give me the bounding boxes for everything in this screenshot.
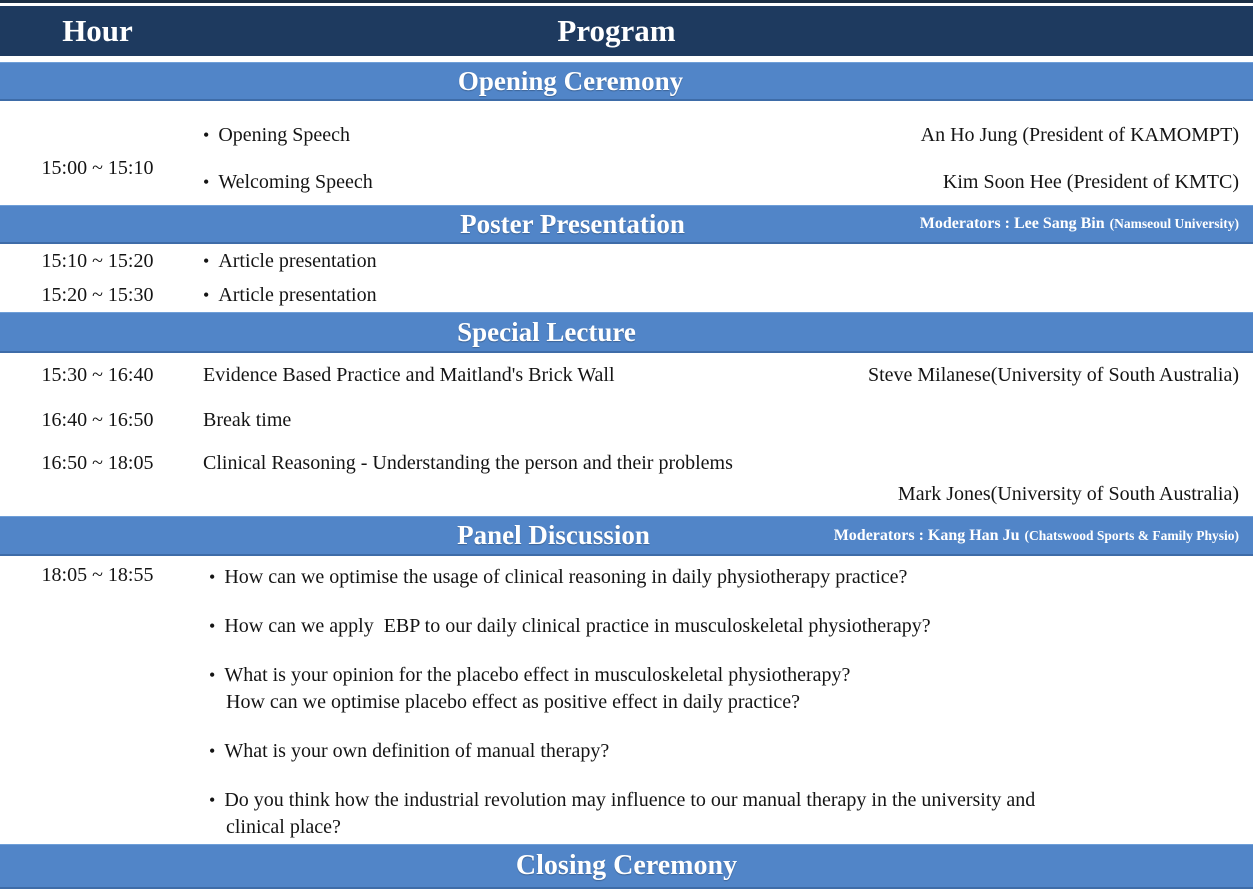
bullet-icon: • (209, 741, 216, 761)
opening-speech-entry (203, 124, 350, 147)
question-text: What is your opinion for the placebo effect in musculoskeletal physiotherapy? (224, 664, 851, 686)
top-border (0, 0, 1253, 3)
poster-moderators-name: Moderators : Lee Sang Bin (919, 215, 1105, 232)
list-item (209, 787, 1243, 841)
list-item (209, 613, 1243, 640)
table-row (0, 398, 1253, 443)
panel-moderators-name: Moderators : Kang Han Ju (833, 526, 1020, 544)
opening-speech-speaker: An Ho Jung (President of KAMOMPT) (920, 124, 1239, 146)
bullet-icon: • (203, 284, 210, 305)
list-item (209, 564, 1243, 591)
question-line (209, 613, 1243, 640)
time-special-2: 16:40 ~ 16:50 (41, 409, 154, 431)
bullet-icon: • (209, 790, 216, 810)
poster-moderators-affiliation: (Namseoul University) (1109, 216, 1239, 231)
panel-questions (195, 556, 1253, 844)
table-row (0, 278, 1253, 312)
section-bar-opening-ceremony (0, 62, 1253, 101)
program-column-header: Program (557, 13, 676, 48)
panel-moderators (834, 517, 1239, 554)
time-poster-2: 15:20 ~ 15:30 (41, 283, 154, 306)
bullet-icon: • (209, 665, 216, 685)
panel-discussion-rows (0, 556, 1253, 844)
question-line (209, 738, 1243, 765)
bullet-icon: • (203, 125, 210, 145)
article-presentation-label: Article presentation (218, 249, 377, 272)
time-poster-1: 15:10 ~ 15:20 (41, 249, 154, 272)
time-special-1: 15:30 ~ 16:40 (41, 364, 154, 386)
bullet-icon: • (203, 172, 210, 192)
hour-column-header: Hour (62, 13, 133, 48)
lecture-title: Evidence Based Practice and Maitland's Brick Wall (203, 364, 615, 386)
opening-speech-label: Opening Speech (218, 124, 350, 146)
lecture-title: Clinical Reasoning - Understanding the person and their problems (203, 451, 733, 474)
list-item (209, 738, 1243, 765)
lecture-speaker-line: Mark Jones(University of South Australia) (897, 483, 1239, 505)
welcoming-speech-label: Welcoming Speech (218, 171, 373, 193)
lecture-speaker: Steve Milanese(University of South Australia) (867, 364, 1239, 386)
question-text: What is your own definition of manual therapy? (224, 740, 610, 762)
section-bar-panel-discussion (0, 516, 1253, 556)
bullet-icon: • (203, 250, 210, 271)
question-text-line2: How can we optimise placebo effect as positive effect in daily practice? (226, 691, 801, 713)
article-presentation-label: Article presentation (218, 283, 377, 306)
time-panel: 18:05 ~ 18:55 (41, 564, 154, 586)
table-row (0, 443, 1253, 483)
welcoming-speech-entry (203, 171, 373, 194)
question-line (209, 787, 1243, 814)
bullet-icon: • (209, 616, 216, 636)
poster-moderators (920, 206, 1239, 242)
table-row (0, 244, 1253, 278)
break-time-label: Break time (203, 409, 292, 431)
section-title-opening-ceremony: Opening Ceremony (457, 65, 684, 96)
poster-row-entry (195, 250, 377, 273)
question-text-line2: clinical place? (226, 816, 341, 838)
question-text: Do you think how the industrial revolution may influence to our manual therapy in the university and (224, 789, 1036, 811)
section-title-panel-discussion: Panel Discussion (457, 520, 650, 550)
panel-moderators-affiliation: (Chatswood Sports & Family Physio) (1024, 527, 1239, 543)
list-item (203, 124, 1239, 147)
list-item (203, 171, 1239, 194)
question-text: How can we optimise the usage of clinical reasoning in daily physiotherapy practice? (224, 566, 908, 588)
section-bar-poster-presentation (0, 205, 1253, 244)
section-title-poster-presentation: Poster Presentation (460, 208, 685, 239)
opening-ceremony-rows (0, 101, 1253, 205)
list-item (209, 662, 1243, 716)
table-header-bar (0, 6, 1253, 56)
question-text: How can we apply EBP to our daily clinical practice in musculoskeletal physiotherapy? (224, 615, 931, 637)
opening-items (195, 101, 1253, 205)
poster-row-entry (195, 284, 377, 307)
section-bar-special-lecture (0, 312, 1253, 353)
time-special-3: 16:50 ~ 18:05 (41, 451, 154, 474)
bullet-icon: • (209, 567, 216, 587)
section-title-special-lecture: Special Lecture (457, 316, 636, 347)
question-line (209, 662, 1243, 689)
section-bar-closing-ceremony (0, 844, 1253, 889)
time-opening: 15:00 ~ 15:10 (41, 156, 154, 179)
question-line (209, 564, 1243, 591)
welcoming-speech-speaker: Kim Soon Hee (President of KMTC) (942, 171, 1239, 193)
table-row (0, 353, 1253, 398)
section-title-closing-ceremony: Closing Ceremony (515, 850, 738, 881)
